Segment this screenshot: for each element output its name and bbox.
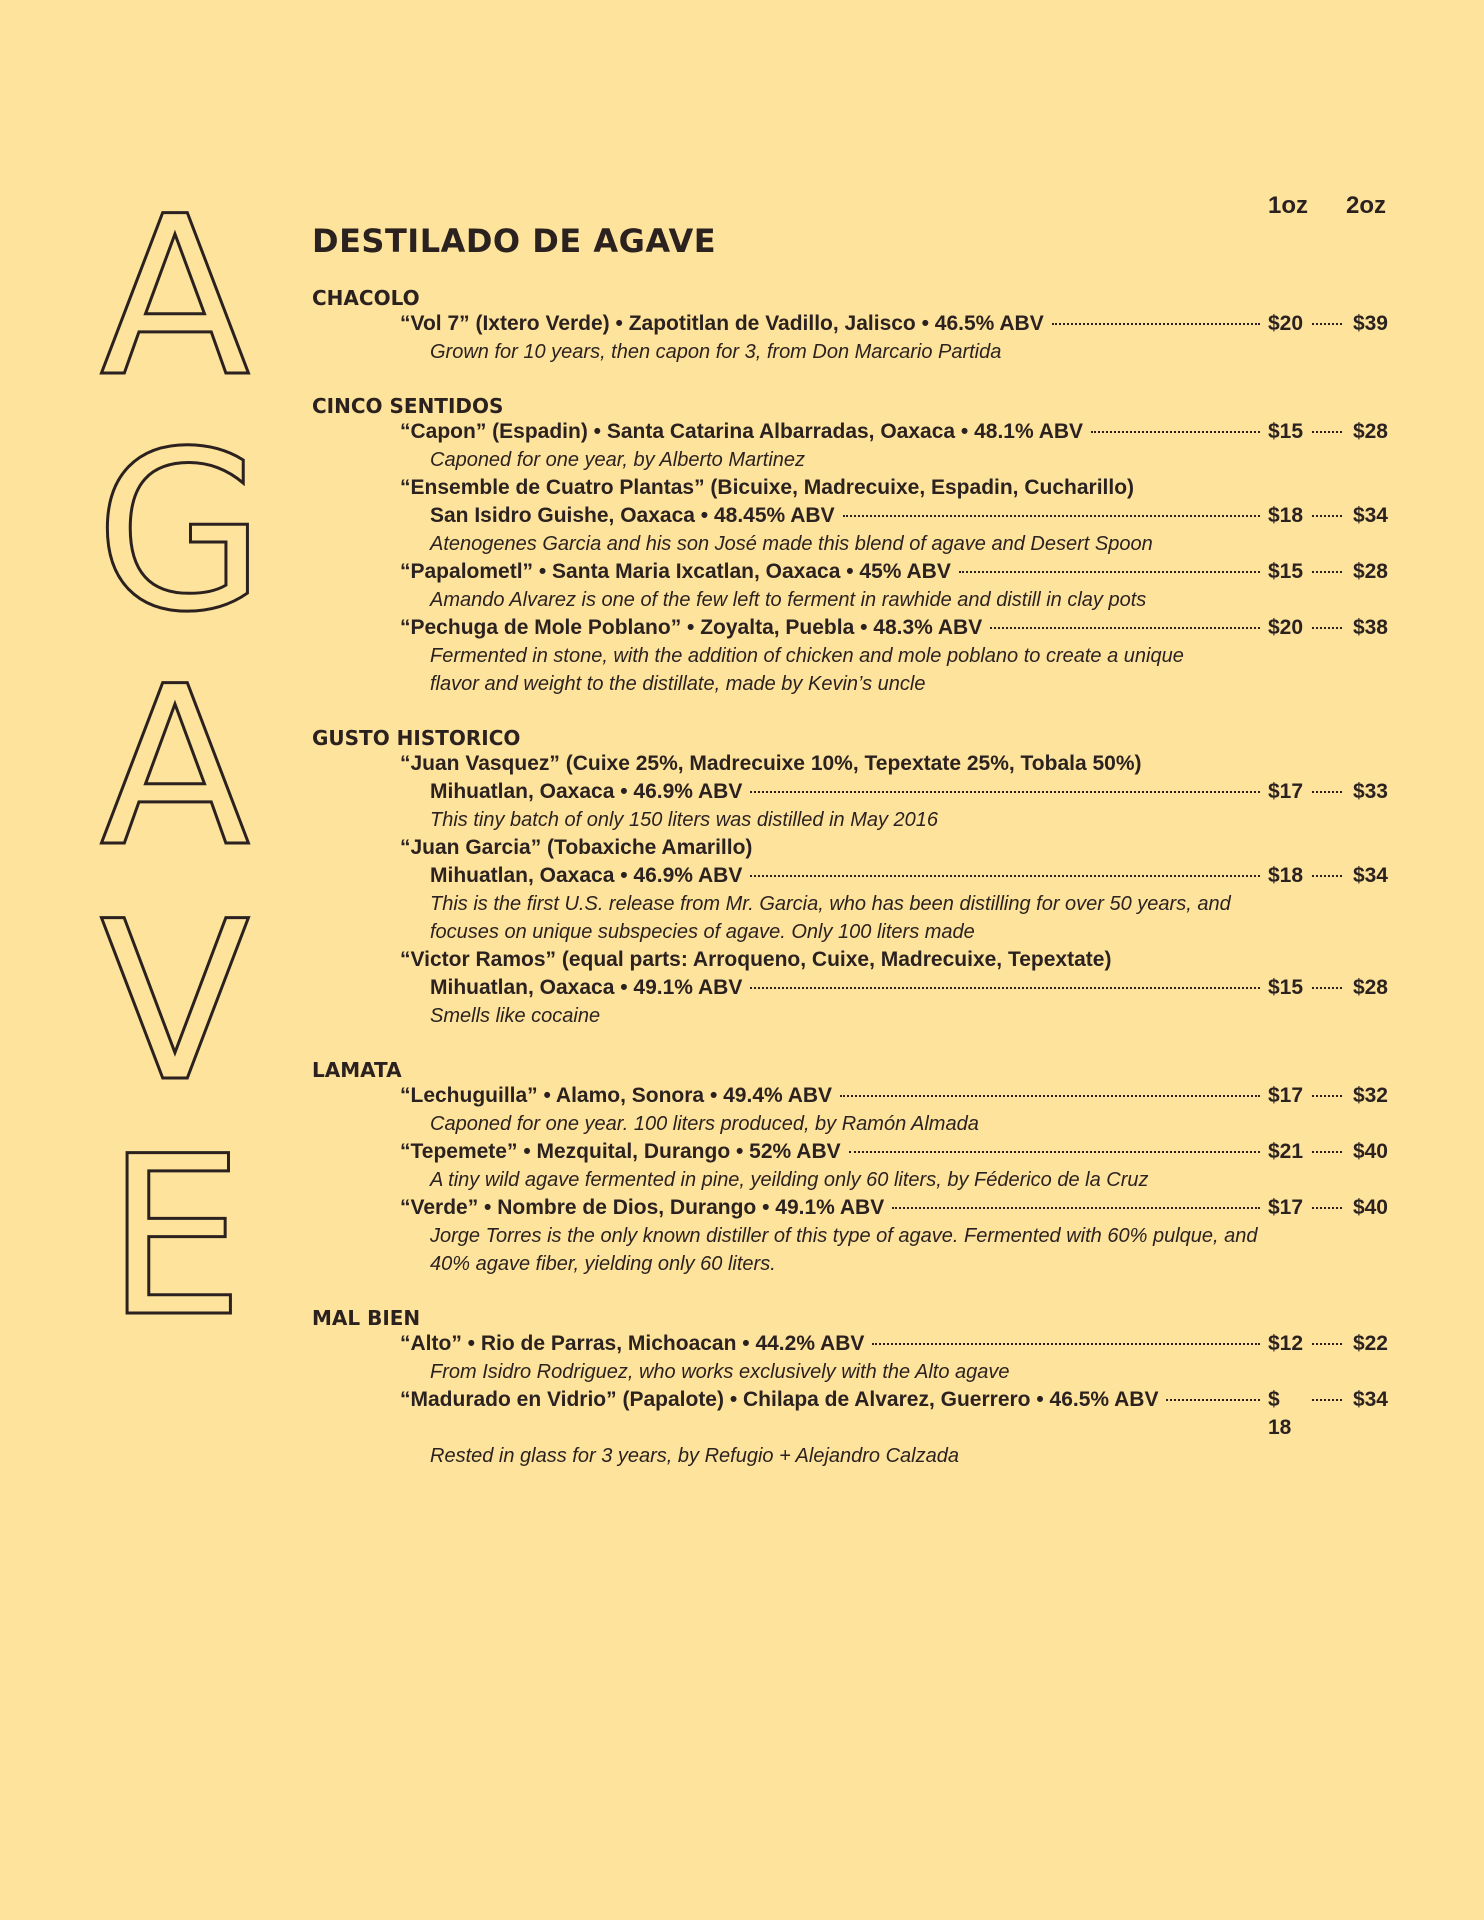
item-description: Fermented in stone, with the addition of chicken and mole poblano to create a unique — [430, 645, 1184, 667]
producer-section — [312, 394, 1388, 698]
price-2oz: $34 — [1352, 864, 1388, 887]
item-description: This is the first U.S. release from Mr. Garcia, who has been distilling for over 50 years, and — [430, 893, 1231, 915]
price-1oz: $15 — [1268, 420, 1304, 443]
item-description: focuses on unique subspecies of agave. Only 100 liters made — [430, 921, 975, 943]
side-letter: A — [99, 639, 251, 895]
item-description: Caponed for one year. 100 liters produced, by Ramón Almada — [430, 1113, 979, 1135]
size-1oz-label: 1oz — [1267, 192, 1308, 219]
price-1oz: $21 — [1268, 1140, 1304, 1163]
dot-leader — [840, 1095, 1260, 1097]
item-line — [400, 502, 1388, 530]
item-line — [400, 1138, 1388, 1166]
dot-leader — [1312, 1343, 1342, 1345]
price-1oz: $17 — [1268, 1084, 1304, 1107]
producer-section — [312, 726, 1388, 1030]
producer-name: CHACOLO — [312, 286, 420, 310]
item-line — [400, 778, 1388, 806]
dot-leader — [1312, 571, 1342, 573]
menu-item — [400, 1138, 1388, 1194]
item-description: Amando Alvarez is one of the few left to ferment in rawhide and distill in clay pots — [430, 589, 1147, 611]
item-name: “Pechuga de Mole Poblano” • Zoyalta, Puebla • 48.3% ABV — [400, 616, 983, 639]
price-1oz: $17 — [1268, 780, 1304, 803]
item-description: Grown for 10 years, then capon for 3, from Don Marcario Partida — [430, 341, 1002, 363]
menu — [312, 190, 1388, 1498]
dot-leader — [1312, 515, 1342, 517]
dot-leader — [872, 1343, 1260, 1345]
item-description: flavor and weight to the distillate, made by Kevin’s uncle — [430, 673, 926, 695]
price-2oz: $28 — [1352, 420, 1388, 443]
item-name: “Alto” • Rio de Parras, Michoacan • 44.2% ABV — [400, 1332, 865, 1355]
item-line — [400, 1194, 1388, 1222]
item-title: “Ensemble de Cuatro Plantas” (Bicuixe, Madrecuixe, Espadin, Cucharillo) — [400, 476, 1135, 499]
item-title: “Juan Garcia” (Tobaxiche Amarillo) — [400, 836, 753, 859]
item-name: “Capon” (Espadin) • Santa Catarina Albarradas, Oaxaca • 48.1% ABV — [400, 420, 1084, 443]
price-2oz: $34 — [1352, 1388, 1388, 1411]
price-2oz: $40 — [1352, 1140, 1388, 1163]
item-line — [400, 974, 1388, 1002]
menu-item — [400, 310, 1388, 366]
item-name: “Papalometl” • Santa Maria Ixcatlan, Oaxaca • 45% ABV — [400, 560, 951, 583]
price-2oz: $38 — [1352, 616, 1388, 639]
side-letter: E — [105, 1109, 245, 1365]
item-name: “Madurado en Vidrio” (Papalote) • Chilapa de Alvarez, Guerrero • 46.5% ABV — [400, 1388, 1159, 1411]
item-name: Mihuatlan, Oaxaca • 46.9% ABV — [430, 780, 743, 803]
producer-name: CINCO SENTIDOS — [312, 394, 504, 418]
item-description: Caponed for one year, by Alberto Martinez — [430, 449, 806, 471]
producer-section — [312, 1058, 1388, 1278]
price-1oz: $15 — [1268, 560, 1304, 583]
dot-leader — [990, 627, 1260, 629]
price-1oz: $20 — [1268, 312, 1304, 335]
item-line — [400, 1082, 1388, 1110]
dot-leader — [1312, 431, 1342, 433]
dot-leader — [843, 515, 1260, 517]
item-description: Smells like cocaine — [430, 1005, 601, 1027]
item-name: “Vol 7” (Ixtero Verde) • Zapotitlan de Vadillo, Jalisco • 46.5% ABV — [400, 312, 1044, 335]
price-1oz: $18 — [1268, 504, 1304, 527]
menu-item — [400, 1330, 1388, 1386]
menu-item — [400, 474, 1388, 558]
item-name: San Isidro Guishe, Oaxaca • 48.45% ABV — [430, 504, 835, 527]
side-letter: G — [95, 404, 266, 660]
menu-item — [400, 558, 1388, 614]
dot-leader — [1312, 791, 1342, 793]
item-description: Jorge Torres is the only known distiller of this type of agave. Fermented with 60% pulque, and — [430, 1225, 1258, 1247]
price-2oz: $34 — [1352, 504, 1388, 527]
item-description: Atenogenes Garcia and his son José made this blend of agave and Desert Spoon — [430, 533, 1153, 555]
item-title: “Victor Ramos” (equal parts: Arroqueno, Cuixe, Madrecuixe, Tepextate) — [400, 948, 1112, 971]
side-letter: V — [99, 874, 251, 1130]
price-2oz: $22 — [1352, 1332, 1388, 1355]
item-description: Rested in glass for 3 years, by Refugio + Alejandro Calzada — [430, 1445, 959, 1467]
item-line — [400, 862, 1388, 890]
menu-sections — [312, 286, 1388, 1470]
page-title: DESTILADO DE AGAVE — [312, 222, 717, 260]
item-line — [400, 418, 1388, 446]
item-name: “Verde” • Nombre de Dios, Durango • 49.1% ABV — [400, 1196, 885, 1219]
dot-leader — [1312, 1399, 1342, 1401]
side-letter: A — [99, 169, 251, 425]
producer-name: LAMATA — [312, 1058, 402, 1082]
menu-item — [400, 750, 1388, 834]
item-description: From Isidro Rodriguez, who works exclusively with the Alto agave — [430, 1361, 1010, 1383]
item-name: “Tepemete” • Mezquital, Durango • 52% ABV — [400, 1140, 841, 1163]
menu-item — [400, 946, 1388, 1030]
menu-item — [400, 1194, 1388, 1278]
dot-leader — [1312, 1151, 1342, 1153]
dot-leader — [750, 875, 1260, 877]
item-name: Mihuatlan, Oaxaca • 49.1% ABV — [430, 976, 743, 999]
item-description: 40% agave fiber, yielding only 60 liters. — [430, 1253, 776, 1275]
price-2oz: $33 — [1352, 780, 1388, 803]
dot-leader — [1312, 627, 1342, 629]
item-name: “Lechuguilla” • Alamo, Sonora • 49.4% ABV — [400, 1084, 833, 1107]
item-line — [400, 1386, 1388, 1442]
dot-leader — [1091, 431, 1260, 433]
dot-leader — [750, 791, 1260, 793]
item-description: This tiny batch of only 150 liters was distilled in May 2016 — [430, 809, 939, 831]
menu-item — [400, 418, 1388, 474]
item-description: A tiny wild agave fermented in pine, yeilding only 60 liters, by Féderico de la Cruz — [430, 1169, 1149, 1191]
item-name: Mihuatlan, Oaxaca • 46.9% ABV — [430, 864, 743, 887]
price-1oz: $12 — [1268, 1332, 1304, 1355]
menu-item — [400, 614, 1388, 698]
dot-leader — [1312, 1095, 1342, 1097]
producer-name: MAL BIEN — [312, 1306, 421, 1330]
dot-leader — [1166, 1399, 1260, 1401]
price-1oz: $18 — [1268, 864, 1304, 887]
dot-leader — [1312, 987, 1342, 989]
side-word-agave — [95, 169, 266, 1365]
menu-item — [400, 1082, 1388, 1138]
producer-section — [312, 286, 1388, 366]
size-2oz-label: 2oz — [1345, 192, 1386, 219]
item-line — [400, 558, 1388, 586]
price-2oz: $32 — [1352, 1084, 1388, 1107]
dot-leader — [1052, 323, 1260, 325]
price-1oz: $17 — [1268, 1196, 1304, 1219]
price-1oz: $15 — [1268, 976, 1304, 999]
dot-leader — [750, 987, 1260, 989]
price-1oz: $20 — [1268, 616, 1304, 639]
dot-leader — [892, 1207, 1260, 1209]
dot-leader — [959, 571, 1260, 573]
dot-leader — [849, 1151, 1260, 1153]
menu-item — [400, 1386, 1388, 1470]
menu-item — [400, 834, 1388, 946]
item-title: “Juan Vasquez” (Cuixe 25%, Madrecuixe 10%, Tepextate 25%, Tobala 50%) — [400, 752, 1142, 775]
producer-name: GUSTO HISTORICO — [312, 726, 521, 750]
price-2oz: $39 — [1352, 312, 1388, 335]
price-2oz: $28 — [1352, 560, 1388, 583]
dot-leader — [1312, 1207, 1342, 1209]
dot-leader — [1312, 875, 1342, 877]
price-2oz: $28 — [1352, 976, 1388, 999]
producer-section — [312, 1306, 1388, 1470]
item-line — [400, 310, 1388, 338]
item-line — [400, 1330, 1388, 1358]
item-line — [400, 614, 1388, 642]
price-1oz: $ 18 — [1268, 1388, 1292, 1439]
dot-leader — [1312, 323, 1342, 325]
price-2oz: $40 — [1352, 1196, 1388, 1219]
